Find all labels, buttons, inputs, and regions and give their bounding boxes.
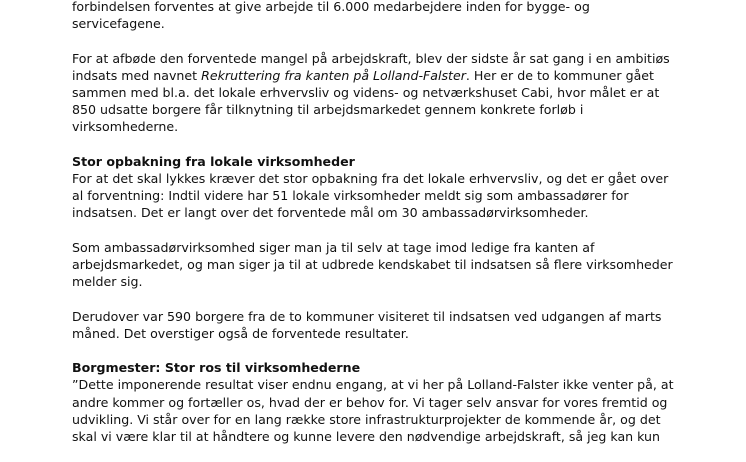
text-line: servicefagene. bbox=[72, 16, 165, 32]
text-span: indsats med navnet bbox=[72, 67, 202, 83]
paragraph-support bbox=[72, 170, 672, 222]
text-line: melder sig. bbox=[72, 274, 143, 290]
paragraph-intro-end bbox=[72, 0, 672, 32]
paragraph-ambassador bbox=[72, 239, 672, 291]
text-line: For at afbøde den forventede mangel på arbejdskraft, blev der sidste år sat gang i en ambitiøs bbox=[72, 50, 670, 66]
text-line: arbejdsmarkedet, og man siger ja til at udbrede kendskabet til indsatsen så flere virksomheder bbox=[72, 257, 673, 272]
section-heading-support bbox=[72, 153, 672, 170]
paragraph-recruitment bbox=[72, 50, 672, 136]
text-line: skal vi være klar til at håndtere og kunne levere den nødvendige arbejdskraft, så jeg kan kun bbox=[72, 429, 661, 444]
section-heading-mayor bbox=[72, 359, 672, 376]
section-heading: Borgmester: Stor ros til virksomhederne bbox=[72, 360, 361, 376]
text-line: andre kommer og fortæller os, hvad der er behov for. Vi tager selv ansvar for vores fremtid og bbox=[72, 394, 668, 410]
text-line: indsatsen. Det er langt over det forventede mål om 30 ambassadørvirksomheder. bbox=[72, 205, 589, 221]
text-line: For at det skal lykkes kræver det stor opbakning fra det lokale erhvervsliv, og det er gået over bbox=[72, 171, 669, 186]
text-line: Som ambassadørvirksomhed siger man ja til selv at tage imod ledige fra kanten af bbox=[72, 239, 595, 255]
initiative-name: Rekruttering fra kanten på Lolland-Falster bbox=[201, 67, 466, 83]
paragraph-mayor-quote bbox=[72, 376, 672, 445]
text-line: 850 udsatte borgere får tilknytning til arbejdsmarkedet gennem konkrete forløb i bbox=[72, 102, 584, 118]
text-line: forbindelsen forventes at give arbejde til 6.000 medarbejdere inden for bygge- og bbox=[72, 0, 590, 14]
text-line: udvikling. Vi står over for en lang række store infrastrukturprojekter de kommende år, og det bbox=[72, 411, 661, 427]
text-line bbox=[72, 67, 672, 84]
section-heading: Stor opbakning fra lokale virksomheder bbox=[72, 153, 355, 169]
text-line: al forventning: Indtil videre har 51 lokale virksomheder meldt sig som ambassadører for bbox=[72, 188, 629, 204]
document-page bbox=[72, 0, 672, 462]
text-line: Derudover var 590 borgere fra de to kommuner visiteret til indsatsen ved udgangen af marts bbox=[72, 308, 662, 324]
text-line: virksomhederne. bbox=[72, 119, 179, 135]
text-line: ”Dette imponerende resultat viser endnu engang, at vi her på Lolland-Falster ikke venter på, at bbox=[72, 377, 674, 393]
paragraph-citizens bbox=[72, 308, 672, 342]
text-line: måned. Det overstiger også de forventede resultater. bbox=[72, 325, 409, 341]
text-line: sammen med bl.a. det lokale erhvervsliv og videns- og netværkshuset Cabi, hvor målet er at bbox=[72, 85, 660, 100]
text-span: . Her er de to kommuner gået bbox=[465, 67, 654, 83]
